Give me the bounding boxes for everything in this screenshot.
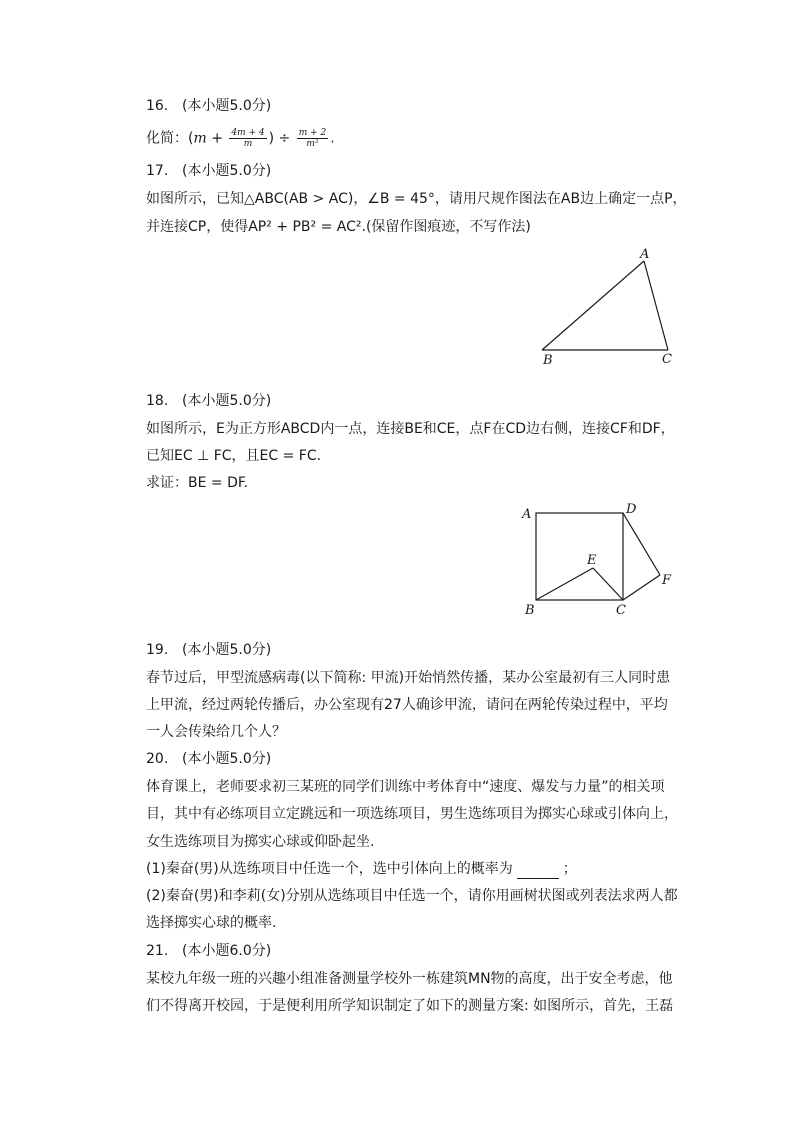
q16-plus: + — [206, 130, 228, 147]
q18-label-a: A — [522, 507, 532, 522]
q18-segment-df — [623, 513, 660, 575]
q16-header — [146, 96, 271, 116]
q18-text-line-2: 已知EC ⊥ FC，且EC = FC. — [146, 448, 322, 464]
q18-label-f: F — [662, 573, 672, 588]
q16-frac1-denominator: m — [243, 139, 253, 149]
q20-sub-question-1 — [146, 859, 577, 879]
q19-header — [146, 640, 271, 660]
q20-header — [146, 749, 271, 769]
q20-sub1-end: ； — [562, 861, 577, 877]
q16-number: 16. — [146, 98, 169, 114]
q16-fraction-2 — [297, 128, 329, 149]
q21-text-line-2: 们不得离开校园，于是便利用所学知识制定了如下的测量方案: 如图所示，首先，王磊 — [146, 998, 674, 1014]
q19-number: 19. — [146, 642, 169, 658]
q20-points: (本小题5.0分) — [182, 751, 272, 767]
q16-end: . — [330, 130, 335, 147]
q16-frac2-numerator: m + 2 — [298, 128, 327, 138]
q18-label-c: C — [616, 603, 626, 618]
q20-text-line-2: 目，其中有必练项目立定跳远和一项选练项目，男生选练项目为掷实心球或引体向上， — [146, 806, 678, 822]
q21-points: (本小题6.0分) — [182, 943, 272, 959]
q20-number: 20. — [146, 751, 169, 767]
q17-header — [146, 161, 271, 181]
q18-segment-cf — [623, 575, 660, 600]
q18-label-d: D — [626, 502, 637, 517]
q20-text-line-3: 女生选练项目为掷实心球或仰卧起坐. — [146, 834, 375, 850]
q16-frac2-denominator: m² — [306, 139, 319, 149]
q21-header — [146, 941, 271, 961]
q16-frac1-numerator: 4m + 4 — [231, 128, 265, 138]
q18-number: 18. — [146, 393, 169, 409]
q16-m: m — [193, 130, 207, 147]
q21-number: 21. — [146, 943, 169, 959]
q18-segment-be — [536, 568, 593, 600]
q18-text-line-1: 如图所示，E为正方形ABCD内一点，连接BE和CE，点F在CD边右侧，连接CF和DF， — [146, 421, 675, 437]
q16-points: (本小题5.0分) — [182, 98, 272, 114]
q20-sub1-text: (1)秦奋(男)从选练项目中任选一个，选中引体向上的概率为 — [146, 861, 513, 877]
q18-label-e: E — [587, 553, 597, 568]
q17-number: 17. — [146, 163, 169, 179]
q18-text-line-3: 求证：BE = DF. — [146, 475, 249, 491]
q20-sub2-line-1: (2)秦奋(男)和李莉(女)分别从选练项目中任选一个，请你用画树状图或列表法求两人都 — [146, 888, 678, 904]
q19-text-line-1: 春节过后，甲型流感病毒(以下简称: 甲流)开始悄然传播，某办公室最初有三人同时患 — [146, 670, 671, 686]
q16-fraction-1 — [229, 128, 266, 149]
q18-header — [146, 391, 271, 411]
q18-label-b: B — [525, 603, 535, 618]
q17-label-a: A — [640, 247, 650, 262]
q19-points: (本小题5.0分) — [182, 642, 272, 658]
q19-text-line-3: 一人会传染给几个人？ — [146, 724, 286, 740]
q20-answer-blank[interactable] — [517, 864, 559, 879]
q16-mid: ) ÷ — [268, 130, 295, 147]
q17-text-line-2: 并连接CP，使得AP² + PB² = AC².(保留作图痕迹，不写作法) — [146, 219, 531, 235]
q17-side-ab — [542, 261, 644, 350]
q18-segment-ce — [593, 568, 623, 600]
q19-text-line-2: 上甲流，经过两轮传播后，办公室现有27人确诊甲流，请问在两轮传染过程中，平均 — [146, 697, 668, 713]
q18-points: (本小题5.0分) — [182, 393, 272, 409]
q16-prefix: 化简：( — [146, 130, 194, 147]
q20-text-line-1: 体育课上，老师要求初三某班的同学们训练中考体育中“速度、爆发与力量”的相关项 — [146, 779, 665, 795]
q20-sub2-line-2: 选择掷实心球的概率. — [146, 915, 277, 931]
q17-label-c: C — [662, 352, 672, 367]
q18-square-figure — [515, 498, 685, 623]
q17-label-b: B — [543, 353, 553, 368]
q17-text-line-1: 如图所示，已知△ABC(AB > AC)，∠B = 45°，请用尺规作图法在AB边上确定一点P， — [146, 191, 687, 207]
q17-side-ac — [644, 261, 668, 350]
q17-triangle-figure — [530, 240, 690, 370]
q16-expression — [146, 128, 335, 149]
q17-points: (本小题5.0分) — [182, 163, 272, 179]
q21-text-line-1: 某校九年级一班的兴趣小组准备测量学校外一栋建筑MN物的高度，出于安全考虑，他 — [146, 971, 673, 987]
